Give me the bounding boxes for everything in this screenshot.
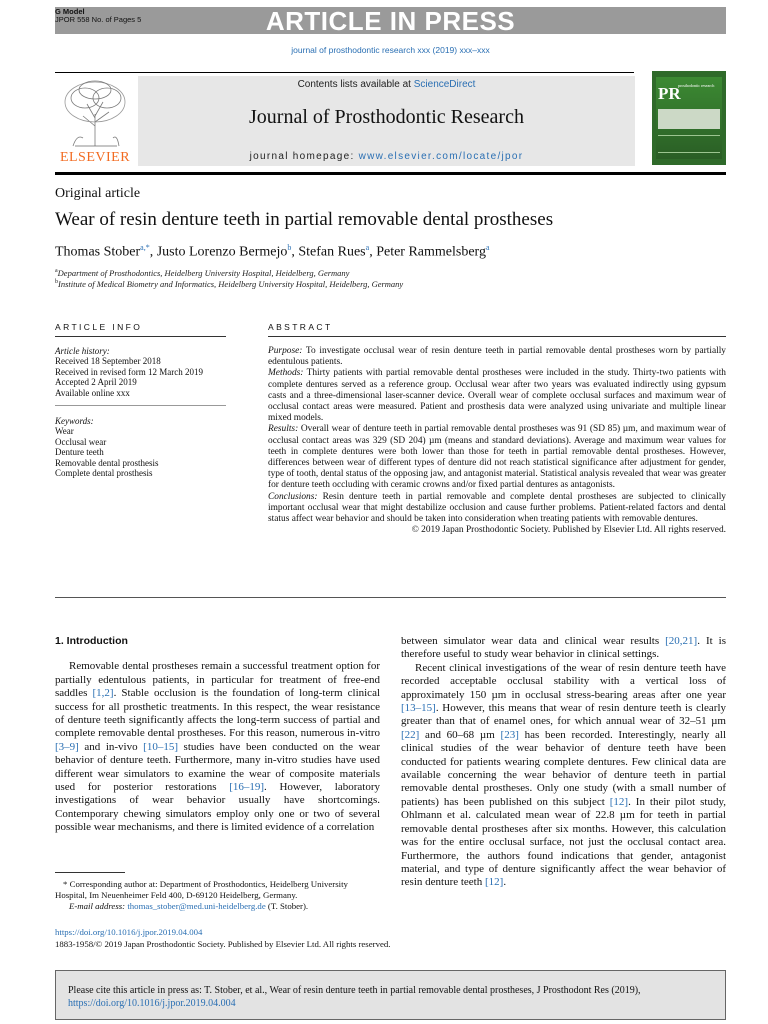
keyword-item: Wear	[55, 426, 74, 437]
citation-link[interactable]: [12]	[485, 876, 504, 889]
results-text: Overall wear of denture teeth in partial removable dental prostheses was 91 (SD 85) µm, and maximum wear of occlusal contact areas was 329 (SD 204) µm (means and standard deviations). Average and maximum wear values for teeth in complete dentures were both lower than those for teeth in partial removable dental prostheses. However, differences between wear of different types of denture did not reach statistical significance after adjustment for gender, type of tooth, dental status of the opposing jaw, and antagonist material. Statistical analysis revealed that wear was greater for denture teeth occluding with ceramic crowns and/or fixed partial dentures as antagonists.	[268, 424, 726, 491]
corresponding-author-text: * Corresponding author at: Department of Prosthodontics, Heidelberg University Hospital, Im Neuenheimer Feld 400, D-69120 Heidelberg, Germany.	[55, 879, 348, 900]
paragraph-text: . Stable occlusion is the foundation of long-term clinical success for all prosthetic treatments. In this respect, the wear resistance of denture teeth significantly affects the long-term success of partial and complete removable dental prostheses. For this reason, numerous in-vitro	[55, 687, 381, 740]
journal-header-box	[138, 76, 635, 166]
citation-link[interactable]: [22]	[401, 728, 420, 741]
contents-prefix: Contents lists available at	[297, 79, 414, 90]
cover-text-lines	[658, 135, 720, 153]
purpose-label: Purpose:	[268, 346, 303, 356]
intro-paragraph-2	[401, 662, 726, 890]
conclusions-label: Conclusions:	[268, 491, 318, 502]
affiliation-a-mark: a	[55, 268, 58, 275]
cite-doi-link[interactable]: https://doi.org/10.1016/j.jpor.2019.04.004	[68, 997, 236, 1009]
citation-link[interactable]: [16–19]	[229, 781, 265, 794]
keyword-item: Occlusal wear	[55, 436, 107, 447]
affiliation-b	[55, 279, 403, 289]
citation-link[interactable]: [12]	[609, 795, 629, 808]
citation-link[interactable]: [23]	[500, 728, 519, 741]
body-left-column	[55, 635, 380, 835]
author-affiliation-mark[interactable]: a,*	[140, 243, 150, 252]
author-separator: ,	[149, 244, 157, 260]
paragraph-text: . In their pilot study, Ohlmann et al. calculated mean wear of 22.8 µm for teeth in partial removable dental prostheses after six months. However, this calculation was for the entire occlusal surface, not just the occlusal contact area. Furthermore, the authors found indications that gender, antagonist material, and type of denture significantly affect the wear behavior of resin denture teeth	[401, 795, 726, 889]
author-name[interactable]: Thomas Stober	[55, 244, 141, 260]
article-history	[55, 346, 226, 398]
intro-paragraph-1	[55, 660, 380, 834]
contents-line	[138, 79, 635, 90]
sciencedirect-link[interactable]: ScienceDirect	[413, 79, 476, 90]
section-gap	[55, 648, 380, 660]
keywords-block	[55, 416, 226, 478]
keyword-item: Removable dental prosthesis	[55, 457, 159, 468]
abstract-results	[268, 424, 726, 491]
abstract-heading: ABSTRACT	[268, 322, 333, 332]
affiliation-b-text: Institute of Medical Biometry and Informatics, Heidelberg University Hospital, Heidelberg, Germany	[58, 279, 404, 289]
cover-image-strip	[658, 109, 720, 129]
homepage-link[interactable]: www.elsevier.com/locate/jpor	[358, 151, 524, 162]
author-list	[55, 243, 490, 261]
citation-link[interactable]: [1,2]	[92, 687, 114, 700]
article-in-press-banner	[55, 7, 726, 34]
journal-homepage-line	[138, 151, 635, 162]
abstract-rule	[268, 336, 726, 337]
paragraph-text: Recent clinical investigations of the wear of resin denture teeth have recorded acceptable occlusal stability with a vertical loss of approximately 150 µm in occlusal stress-bearing areas after one year	[401, 661, 726, 701]
body-right-column	[401, 635, 726, 890]
doi-link[interactable]: https://doi.org/10.1016/j.jpor.2019.04.004	[55, 927, 203, 937]
article-type: Original article	[55, 186, 141, 201]
affiliation-a	[55, 268, 349, 278]
history-revised: Received in revised form 12 March 2019	[55, 366, 203, 377]
conclusions-text: Resin denture teeth in partial removable and complete dental prostheses are subjected to clinically important occlusal wear that might destabilize occlusion and cause further problems. Patient-related factors and dental status affect wear behavior and should be taken into consideration when treating patients with removable dentures.	[268, 491, 726, 525]
author-separator: ,	[369, 244, 377, 260]
paragraph-text: has been recorded. Interestingly, nearly all clinical studies of the wear behavior of denture teeth have been conducted for patients wearing complete dentures. Few clinical data are available concerning the wear behavior of denture teeth in partial removable dental prostheses. Only one study (with a small number of patients) has been published on this subject	[401, 728, 726, 808]
doi-block	[55, 927, 390, 950]
methods-text: Thirty patients with partial removable dental prostheses were included in the study. Thirty-two patients with complete dentures served as a reference group. Occlusal wear after two years was evaluated indirectly using gypsum casts and a three-dimensional laser-scanner device. Overall wear of complete occlusal surfaces and maximum wear of occlusal contact areas were measured. Patient and prosthesis data were analyzed using univariate and multiple linear mixed models.	[268, 368, 726, 424]
author-name[interactable]: Stefan Rues	[298, 244, 366, 260]
methods-label: Methods:	[268, 368, 304, 379]
email-link[interactable]: thomas_stober@med.uni-heidelberg.de	[127, 900, 266, 911]
history-received: Received 18 September 2018	[55, 356, 161, 367]
history-accepted: Accepted 2 April 2019	[55, 377, 137, 388]
cite-text: Please cite this article in press as: T. Stober, et al., Wear of resin denture teeth in partial removable dental prostheses, J Prosthodont Res (2019),	[68, 985, 641, 996]
corresponding-author-footnote	[55, 879, 380, 911]
paragraph-text: . It is therefore useful to study wear behavior in clinical settings.	[401, 635, 726, 661]
abstract-separator-rule	[55, 597, 726, 598]
gmodel-label: G Model	[55, 7, 85, 16]
article-in-press-text: ARTICLE IN PRESS	[265, 6, 516, 36]
author-name[interactable]: Peter Rammelsberg	[376, 244, 486, 260]
citation-link[interactable]: [13–15]	[401, 702, 436, 715]
cover-letters: PR	[658, 84, 681, 103]
paragraph-text: and 60–68 µm	[419, 728, 501, 741]
author-name[interactable]: Justo Lorenzo Bermejo	[156, 244, 288, 260]
paragraph-text: Removable dental prostheses remain a successful treatment option for partially edentulous patients, in particular for treatment of free-end saddles	[55, 660, 380, 700]
email-line	[55, 901, 380, 912]
keywords-rule	[55, 405, 226, 406]
elsevier-wordmark: ELSEVIER	[59, 150, 131, 165]
journal-reference-link[interactable]: journal of prosthodontic research xxx (2019) xxx–xxx	[291, 45, 490, 55]
section-title-introduction: 1. Introduction	[55, 635, 128, 647]
author-affiliation-mark[interactable]: a	[365, 243, 370, 252]
paragraph-text: between simulator wear data and clinical wear results	[401, 635, 666, 647]
author-separator: ,	[291, 244, 299, 260]
footnote-rule	[55, 872, 125, 873]
affiliation-a-text: Department of Prosthodontics, Heidelberg University Hospital, Heidelberg, Germany	[57, 268, 350, 278]
author-affiliation-mark[interactable]: b	[287, 243, 292, 252]
paragraph-text: and in-vivo	[78, 740, 144, 753]
article-info-heading: ARTICLE INFO	[55, 322, 143, 332]
journal-title: Journal of Prosthodontic Research	[249, 106, 524, 128]
paragraph-text: studies have been conducted on the wear behavior of denture teeth. Furthermore, many in-vitro studies have used different wear simulators to examine the wear of composite materials used for posterior restorations	[55, 740, 380, 794]
paragraph-text: . However, laboratory investigations of wear behavior usually have shortcomings. Contemporary chewing simulators employ only one or two of several possible wear mechanisms, and there is limited evidence of a correlation	[55, 781, 380, 834]
cover-caption: prosthodontic research	[678, 83, 715, 88]
keyword-item: Complete dental prosthesis	[55, 468, 153, 479]
header-bottom-rule	[55, 172, 726, 175]
citation-link[interactable]: [3–9]	[55, 740, 79, 753]
affiliation-b-mark: b	[55, 279, 58, 286]
issn-copyright: 1883-1958/© 2019 Japan Prosthodontic Society. Published by Elsevier Ltd. All rights reserved.	[55, 938, 391, 949]
homepage-prefix: journal homepage:	[249, 151, 359, 162]
abstract-methods	[268, 368, 726, 424]
results-label: Results:	[268, 424, 299, 435]
history-label: Article history:	[55, 346, 110, 356]
keyword-item: Denture teeth	[55, 447, 104, 458]
article-info-rule	[55, 336, 226, 337]
paragraph-text: .	[503, 876, 507, 889]
abstract-purpose	[268, 346, 726, 368]
elsevier-logo[interactable]	[55, 76, 135, 166]
elsevier-tree-icon	[55, 76, 135, 150]
cite-text-block	[68, 985, 715, 1010]
email-label: E-mail address:	[69, 900, 126, 911]
paragraph-text: . However, this means that wear of resin denture teeth is clearly greater than that of enamel ones, for which annual wear of 32–51 µm	[401, 702, 726, 728]
article-title: Wear of resin denture teeth in partial removable dental prostheses	[55, 209, 554, 230]
header-top-rule	[55, 72, 634, 73]
citation-link[interactable]: [20,21]	[665, 635, 698, 647]
email-suffix: (T. Stober).	[265, 900, 309, 911]
abstract-conclusions	[268, 492, 726, 526]
purpose-text: To investigate occlusal wear of resin denture teeth in partial removable dental prostheses worn by partially edentulous patients.	[268, 346, 726, 368]
abstract-body	[268, 346, 726, 536]
citation-link[interactable]: [10–15]	[143, 740, 178, 753]
jpor-label: JPOR 558 No. of Pages 5	[55, 15, 142, 24]
author-affiliation-mark[interactable]: a	[485, 243, 490, 252]
history-online: Available online xxx	[55, 387, 130, 398]
intro-paragraph-continued	[401, 635, 726, 662]
abstract-copyright: © 2019 Japan Prosthodontic Society. Published by Elsevier Ltd. All rights reserved.	[411, 525, 726, 536]
journal-cover-thumbnail[interactable]	[652, 71, 726, 165]
keywords-label: Keywords:	[55, 416, 94, 426]
cite-this-article-box	[55, 970, 726, 1020]
